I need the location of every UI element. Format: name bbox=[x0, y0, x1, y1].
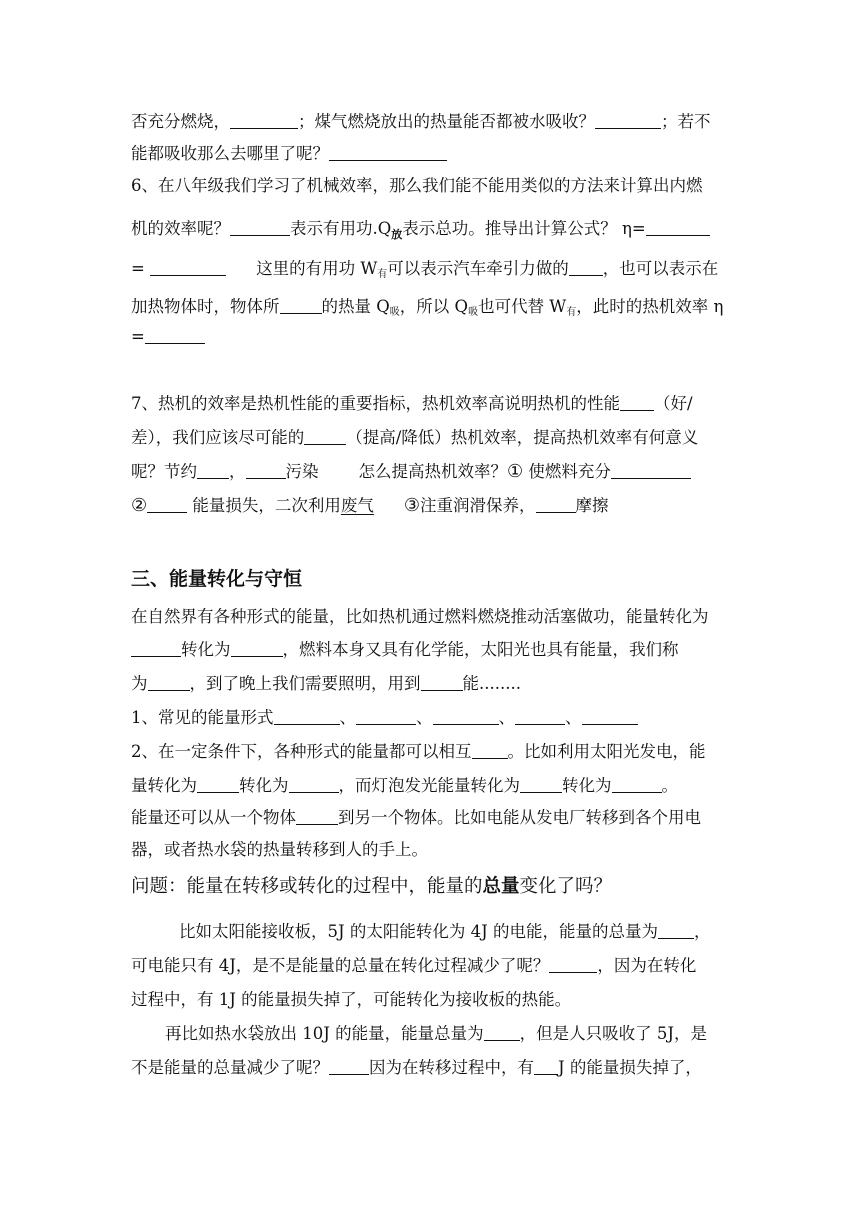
text-line bbox=[131, 213, 731, 245]
text-line bbox=[131, 490, 731, 522]
text: 转化为 bbox=[562, 776, 612, 795]
answer-blank[interactable] bbox=[230, 112, 298, 129]
text: = bbox=[131, 259, 145, 278]
text: 的热量 Q bbox=[321, 297, 390, 316]
answer-blank[interactable] bbox=[246, 462, 286, 479]
subscript: 放 bbox=[391, 228, 403, 241]
text: 器，或者热水袋的热量转移到人的手上。 bbox=[131, 840, 428, 859]
text: 可以表示汽车牵引力做的 bbox=[387, 259, 569, 278]
subscript: 吸 bbox=[389, 307, 400, 318]
answer-blank[interactable] bbox=[582, 708, 638, 725]
answer-blank[interactable] bbox=[296, 808, 338, 825]
answer-blank[interactable] bbox=[280, 297, 322, 314]
answer-blank[interactable] bbox=[620, 394, 654, 411]
answer-blank[interactable] bbox=[612, 776, 662, 793]
text: 到另一个物体。比如电能从发电厂转移到各个用电 bbox=[338, 808, 701, 827]
text: 呢？节约 bbox=[131, 462, 197, 481]
text: 2、在一定条件下，各种形式的能量都可以相互 bbox=[131, 742, 472, 761]
text: 。 bbox=[661, 776, 678, 795]
text: ，而灯泡发光能量转化为 bbox=[338, 776, 520, 795]
text-line bbox=[131, 291, 731, 323]
text: 。比如利用太阳光发电，能 bbox=[507, 742, 706, 761]
answer-blank[interactable] bbox=[421, 674, 463, 691]
text-line bbox=[131, 950, 731, 982]
separator: 、 bbox=[565, 708, 582, 727]
text-line bbox=[131, 916, 731, 948]
text: ，因为在转化 bbox=[597, 956, 697, 975]
text: 7、热机的效率是热机性能的重要指标，热机效率高说明热机的性能 bbox=[131, 394, 620, 413]
answer-blank[interactable] bbox=[329, 1058, 369, 1075]
text: 问题：能量在转移或转化的过程中，能量的 bbox=[131, 876, 483, 897]
subscript: 吸 bbox=[468, 307, 479, 318]
text: 也可代替 W bbox=[478, 297, 567, 316]
text: ；若不 bbox=[661, 112, 711, 131]
text-line bbox=[131, 170, 731, 202]
text: 注重润滑保养， bbox=[420, 496, 536, 515]
answer-blank[interactable] bbox=[433, 708, 499, 725]
text: ，但是人只吸收了 5J，是 bbox=[519, 1024, 707, 1043]
text: 差），我们应该尽可能的 bbox=[131, 428, 305, 447]
text: ，也可以表示在 bbox=[602, 259, 719, 278]
text: ，燃料本身又具有化学能，太阳光也具有能量，我们称 bbox=[282, 640, 679, 659]
text-line bbox=[131, 422, 731, 454]
separator: 、 bbox=[339, 708, 356, 727]
text: ， bbox=[693, 922, 711, 941]
text: 6、在八年级我们学习了机械效率，那么我们能不能用类似的方法来计算出内燃 bbox=[131, 176, 703, 195]
answer-blank[interactable] bbox=[150, 259, 226, 276]
text: 否充分燃烧， bbox=[131, 112, 230, 131]
text: ；煤气燃烧放出的热量能否都被水吸收？ bbox=[298, 112, 595, 131]
text: 表示总功。推导出计算公式？ η= bbox=[402, 219, 646, 238]
answer-blank[interactable] bbox=[231, 640, 283, 657]
text-line bbox=[131, 106, 731, 138]
text-line bbox=[131, 984, 731, 1016]
bold-text: 总量 bbox=[482, 876, 520, 897]
text: ， bbox=[229, 462, 246, 481]
text-line bbox=[131, 601, 731, 633]
text: 过程中，有 1J 的能量损失掉了，可能转化为接收板的热能。 bbox=[131, 990, 572, 1009]
answer-blank[interactable] bbox=[569, 259, 603, 276]
text-line bbox=[131, 668, 731, 700]
subscript: 有 bbox=[566, 307, 577, 318]
text: 为 bbox=[131, 674, 148, 693]
answer-blank[interactable] bbox=[197, 462, 229, 479]
text: 摩擦 bbox=[575, 496, 609, 515]
text: 在自然界有各种形式的能量，比如热机通过燃料燃烧推动活塞做功，能量转化为 bbox=[131, 607, 709, 626]
question-line bbox=[131, 871, 771, 903]
text-line bbox=[131, 138, 731, 170]
underlined-text: 废气 bbox=[340, 496, 374, 515]
text: （好/ bbox=[654, 394, 693, 413]
text: 使燃料充分 bbox=[528, 462, 611, 481]
circled-number: ① bbox=[507, 461, 524, 482]
text-line bbox=[131, 802, 731, 834]
separator: 、 bbox=[498, 708, 515, 727]
answer-blank[interactable] bbox=[484, 1024, 520, 1041]
text-line bbox=[131, 1052, 731, 1084]
text-line bbox=[131, 456, 731, 488]
text: （提高/降低）热机效率，提高热机效率有何意义 bbox=[346, 428, 699, 447]
text: 能都吸收那么去哪里了呢？ bbox=[131, 144, 329, 163]
text-line bbox=[131, 388, 731, 420]
text: 这里的有用功 W bbox=[256, 259, 378, 278]
text-line bbox=[131, 736, 731, 768]
separator: 、 bbox=[416, 708, 433, 727]
answer-blank[interactable] bbox=[595, 112, 661, 129]
text-line bbox=[131, 1018, 731, 1050]
text: 不是能量的总量减少了呢？ bbox=[131, 1058, 329, 1077]
text: 比如太阳能接收板，5J 的太阳能转化为 4J 的电能，能量的总量为 bbox=[179, 922, 658, 941]
subscript: 有 bbox=[377, 269, 388, 280]
text-line bbox=[131, 321, 731, 353]
text: 转化为 bbox=[181, 640, 231, 659]
text-line bbox=[131, 834, 731, 866]
answer-blank[interactable] bbox=[304, 428, 346, 445]
answer-blank[interactable] bbox=[520, 776, 562, 793]
answer-blank[interactable] bbox=[356, 708, 416, 725]
text-line bbox=[131, 770, 731, 802]
text: 再比如热水袋放出 10J 的能量，能量总量为 bbox=[165, 1024, 484, 1043]
answer-blank[interactable] bbox=[472, 742, 508, 759]
text: = bbox=[131, 327, 145, 346]
answer-blank[interactable] bbox=[646, 219, 710, 236]
text: 怎么提高热机效率？ bbox=[358, 462, 507, 481]
section-heading: 三、能量转化与守恒 bbox=[131, 568, 303, 590]
text: 能量损失，二次利用 bbox=[192, 496, 341, 515]
text-line bbox=[131, 253, 731, 285]
answer-blank[interactable] bbox=[274, 708, 340, 725]
answer-blank[interactable] bbox=[515, 708, 565, 725]
text-line bbox=[131, 702, 731, 734]
text: ，到了晚上我们需要照明，用到 bbox=[189, 674, 421, 693]
answer-blank[interactable] bbox=[147, 496, 187, 513]
answer-blank[interactable] bbox=[148, 674, 190, 691]
text: 加热物体时，物体所 bbox=[131, 297, 280, 316]
text: J 的能量损失掉了， bbox=[558, 1058, 702, 1077]
text: 污染 bbox=[285, 462, 319, 481]
text: 因为在转移过程中，有 bbox=[369, 1058, 534, 1077]
answer-blank[interactable] bbox=[145, 327, 205, 344]
text: 能量还可以从一个物体 bbox=[131, 808, 296, 827]
text: ，此时的热机效率 η bbox=[576, 297, 724, 316]
text: 机的效率呢？ bbox=[131, 219, 230, 238]
answer-blank[interactable] bbox=[329, 144, 447, 161]
answer-blank[interactable] bbox=[549, 956, 597, 973]
text: ，所以 Q bbox=[399, 297, 469, 316]
answer-blank[interactable] bbox=[658, 922, 694, 939]
circled-number: ② bbox=[131, 495, 148, 516]
answer-blank[interactable] bbox=[536, 496, 576, 513]
answer-blank[interactable] bbox=[611, 462, 691, 479]
text: 量转化为 bbox=[131, 776, 197, 795]
text: 能........ bbox=[462, 674, 521, 693]
text: 可电能只有 4J，是不是能量的总量在转化过程减少了呢？ bbox=[131, 956, 550, 975]
text: 变化了吗？ bbox=[519, 876, 613, 897]
answer-blank[interactable] bbox=[289, 776, 339, 793]
text-line bbox=[131, 634, 731, 666]
text: 1、常见的能量形式 bbox=[131, 708, 274, 727]
text: 表示有用功.Q bbox=[290, 219, 392, 238]
answer-blank[interactable] bbox=[534, 1058, 558, 1075]
answer-blank[interactable] bbox=[230, 219, 290, 236]
text: 转化为 bbox=[239, 776, 289, 795]
answer-blank[interactable] bbox=[197, 776, 239, 793]
answer-blank[interactable] bbox=[131, 640, 181, 657]
circled-number: ③ bbox=[403, 495, 421, 516]
